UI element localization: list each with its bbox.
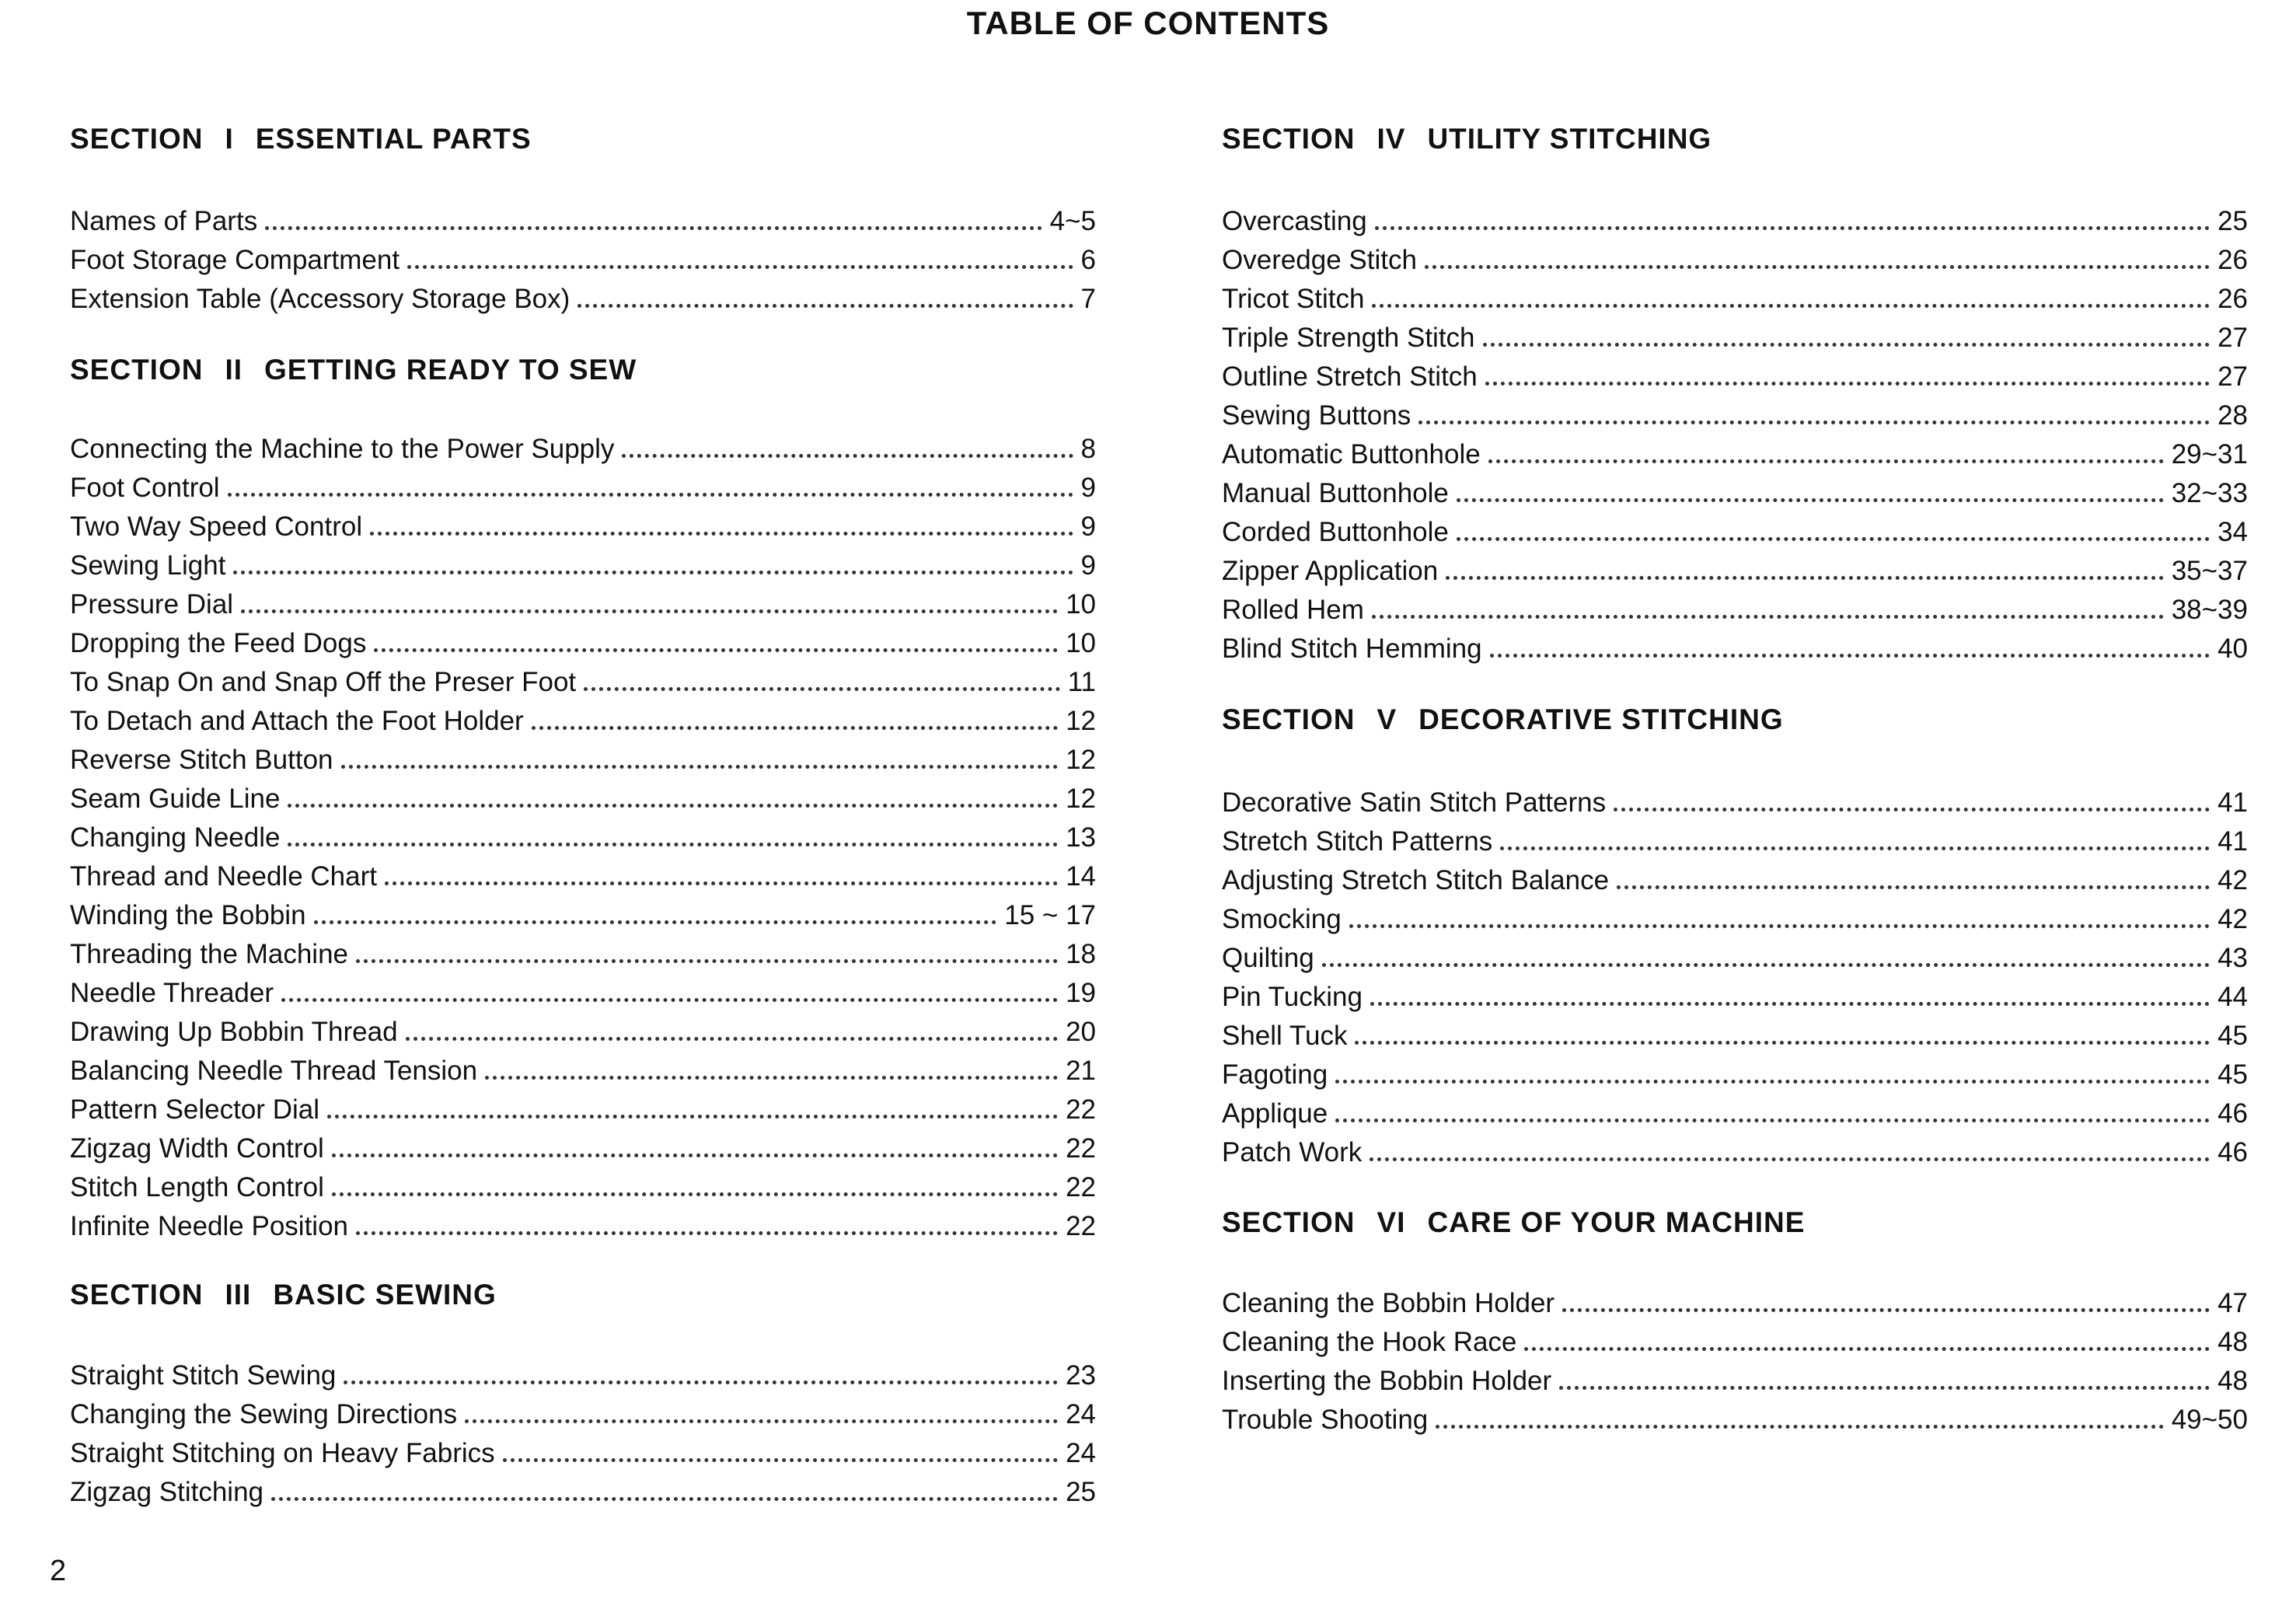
entry-label: Smocking [1222,904,1342,934]
section-word: SECTION [70,123,204,155]
toc-entry [70,892,1096,931]
dot-leader [385,881,1058,885]
toc-entry [1222,354,2248,393]
entry-page: 45 [2217,1021,2248,1051]
entry-label: Inserting the Bobbin Holder [1222,1366,1552,1396]
entry-label: Stretch Stitch Patterns [1222,826,1493,857]
entry-page: 29~31 [2171,439,2248,469]
entry-label: Seam Guide Line [70,784,281,814]
entry-label: Automatic Buttonhole [1222,439,1481,469]
dot-leader [356,959,1058,963]
entry-page: 40 [2217,633,2248,664]
section-numeral: VI [1377,1206,1406,1238]
entry-page: 27 [2217,361,2248,392]
toc-entry [70,815,1096,853]
toc-entry [70,620,1096,659]
entry-label: Extension Table (Accessory Storage Box) [70,284,571,314]
section-word: SECTION [70,354,204,386]
entry-label: Balancing Needle Thread Tension [70,1056,478,1086]
entry-page: 48 [2217,1366,2248,1396]
entry-page: 22 [1066,1211,1096,1241]
dot-leader [1349,924,2210,928]
entry-label: Overedge Stitch [1222,245,1417,275]
section-title: DECORATIVE STITCHING [1418,703,1784,735]
entry-label: Shell Tuck [1222,1021,1348,1051]
entry-page: 6 [1080,245,1096,275]
dot-leader [407,265,1073,269]
toc-entry [70,465,1096,504]
entry-page: 49~50 [2171,1405,2248,1435]
toc-entry [1222,315,2248,354]
entry-page: 24 [1066,1399,1096,1429]
dot-leader [1372,304,2210,308]
dot-leader [1500,846,2210,850]
entry-label: Two Way Speed Control [70,511,363,542]
section-title: CARE OF YOUR MACHINE [1427,1206,1806,1238]
dot-leader [1370,1002,2210,1006]
dot-leader [1562,1308,2210,1312]
entry-page: 43 [2217,943,2248,973]
dot-leader [1335,1119,2210,1122]
section-word: SECTION [70,1279,204,1311]
entry-page: 38~39 [2171,595,2248,625]
dot-leader [1485,382,2210,386]
toc-entry [70,931,1096,970]
entry-page: 10 [1066,589,1096,620]
dot-leader [1425,265,2210,269]
entry-label: Foot Control [70,473,220,503]
entry-label: Triple Strength Stitch [1222,323,1475,353]
toc-entry [1222,896,2248,935]
entry-label: Changing the Sewing Directions [70,1399,458,1429]
toc-entry [70,1048,1096,1087]
entry-page: 22 [1066,1133,1096,1164]
entry-label: Thread and Needle Chart [70,861,377,892]
toc-entry [1222,1319,2248,1358]
dot-leader [406,1037,1059,1041]
toc-entry [70,970,1096,1009]
entry-label: Foot Storage Compartment [70,245,400,275]
toc-entry [1222,237,2248,276]
toc-entry [1222,974,2248,1013]
dot-leader [228,493,1073,497]
entry-label: Zigzag Stitching [70,1477,264,1507]
toc-entry [1222,1013,2248,1052]
entry-label: Trouble Shooting [1222,1405,1429,1435]
dot-leader [1370,1157,2210,1161]
entry-page: 12 [1066,745,1096,775]
entry-page: 22 [1066,1094,1096,1125]
toc-entry [70,276,1096,315]
entry-page: 44 [2217,982,2248,1012]
section-numeral: I [225,123,234,155]
toc-entry [70,1009,1096,1048]
entry-label: Patch Work [1222,1137,1363,1167]
entry-page: 21 [1066,1056,1096,1086]
toc-entry [70,737,1096,776]
entry-label: Corded Buttonhole [1222,517,1449,547]
dot-leader [1322,963,2210,967]
entry-page: 46 [2217,1098,2248,1129]
toc-entry [70,698,1096,737]
dot-leader [327,1115,1058,1119]
entry-label: Blind Stitch Hemming [1222,633,1482,664]
dot-leader [532,726,1058,730]
entry-page: 13 [1066,822,1096,853]
dot-leader [370,532,1073,536]
page-title: TABLE OF CONTENTS [966,5,1330,41]
toc-entry [70,426,1096,465]
section-heading [70,1279,497,1311]
dot-leader [241,609,1058,613]
section-title: BASIC SEWING [273,1279,497,1311]
entry-page: 9 [1080,550,1096,581]
section-numeral: V [1377,703,1397,735]
dot-leader [265,226,1042,230]
entry-page: 27 [2217,323,2248,353]
entry-label: Changing Needle [70,822,281,853]
entry-label: To Detach and Attach the Foot Holder [70,706,524,736]
dot-leader [1490,654,2210,658]
dot-leader [1614,808,2210,811]
toc-entry [1222,276,2248,315]
toc-entry [70,1352,1096,1391]
entry-label: Quilting [1222,943,1314,973]
entry-label: Rolled Hem [1222,595,1364,625]
dot-leader [1446,576,2163,580]
entry-page: 12 [1066,784,1096,814]
dot-leader [577,304,1073,308]
entry-label: Applique [1222,1098,1328,1129]
entry-page: 10 [1066,628,1096,658]
section-numeral: II [225,354,243,386]
entry-label: Tricot Stitch [1222,284,1365,314]
section-title: ESSENTIAL PARTS [255,123,532,155]
entry-page: 47 [2217,1288,2248,1318]
toc-entry [1222,1358,2248,1397]
entry-label: Pattern Selector Dial [70,1094,319,1125]
section-word: SECTION [1222,123,1356,155]
toc-entry [1222,1280,2248,1319]
toc-entry [70,1203,1096,1242]
toc-entry [70,1087,1096,1126]
dot-leader [288,843,1058,846]
section-word: SECTION [1222,1206,1356,1238]
entry-page: 12 [1066,706,1096,736]
entry-page: 46 [2217,1137,2248,1167]
entry-label: Drawing Up Bobbin Thread [70,1017,398,1047]
toc-entry [1222,198,2248,237]
entry-page: 42 [2217,904,2248,934]
dot-leader [1355,1041,2210,1045]
entry-page: 9 [1080,473,1096,503]
dot-leader [233,571,1073,574]
entry-label: Decorative Satin Stitch Patterns [1222,787,1607,818]
entry-page: 26 [2217,245,2248,275]
toc-entry [1222,626,2248,665]
dot-leader [1372,615,2164,619]
dot-leader [281,998,1058,1002]
dot-leader [341,765,1059,769]
toc-entry [1222,1397,2248,1436]
toc-entry [70,237,1096,276]
dot-leader [332,1154,1058,1157]
toc-entry [70,853,1096,892]
entry-page: 32~33 [2171,478,2248,508]
dot-leader [1457,498,2164,502]
entry-label: To Snap On and Snap Off the Preser Foot [70,667,577,697]
page-number: 2 [50,1555,67,1587]
dot-leader [1457,537,2210,541]
dot-leader [1375,226,2210,230]
entry-label: Straight Stitching on Heavy Fabrics [70,1438,495,1468]
entry-page: 15 ~ 17 [1004,900,1096,930]
dot-leader [465,1419,1058,1423]
entry-page: 9 [1080,511,1096,542]
entry-label: Connecting the Machine to the Power Supply [70,434,615,464]
toc-entry [1222,470,2248,509]
toc-entry [1222,935,2248,974]
toc-entry [1222,393,2248,431]
section-numeral: III [225,1279,252,1311]
entry-label: Infinite Needle Position [70,1211,348,1241]
entry-label: Pin Tucking [1222,982,1363,1012]
toc-entry [1222,587,2248,626]
entry-page: 26 [2217,284,2248,314]
entry-label: Pressure Dial [70,589,234,620]
dot-leader [271,1497,1058,1501]
entry-page: 14 [1066,861,1096,892]
toc-entry [1222,857,2248,896]
entry-page: 41 [2217,787,2248,818]
entry-label: Manual Buttonhole [1222,478,1449,508]
entry-page: 34 [2217,517,2248,547]
entry-page: 25 [1066,1477,1096,1507]
entry-label: Threading the Machine [70,939,348,969]
entry-label: Names of Parts [70,206,258,236]
entry-label: Overcasting [1222,206,1367,236]
dot-leader [1559,1386,2210,1390]
entry-page: 24 [1066,1438,1096,1468]
entry-page: 22 [1066,1172,1096,1202]
dot-leader [503,1458,1058,1462]
toc-entry [1222,431,2248,470]
entry-label: Winding the Bobbin [70,900,306,930]
entry-page: 8 [1080,434,1096,464]
toc-entry [1222,1129,2248,1168]
entry-label: Adjusting Stretch Stitch Balance [1222,865,1610,895]
toc-entry [70,776,1096,815]
entry-label: Outline Stretch Stitch [1222,361,1478,392]
dot-leader [1436,1425,2163,1429]
dot-leader [374,648,1058,652]
entry-page: 35~37 [2171,556,2248,586]
toc-entry [1222,818,2248,857]
toc-entry [70,543,1096,581]
dot-leader [1483,343,2211,347]
dot-leader [332,1192,1058,1196]
entry-page: 19 [1066,978,1096,1008]
dot-leader [344,1380,1058,1384]
toc-entry [70,581,1096,620]
entry-page: 42 [2217,865,2248,895]
dot-leader [1488,459,2164,463]
toc-entry [1222,1091,2248,1129]
entry-label: Cleaning the Hook Race [1222,1327,1517,1357]
dot-leader [1335,1080,2210,1084]
entry-label: Sewing Buttons [1222,400,1411,431]
entry-page: 28 [2217,400,2248,431]
toc-entry [1222,780,2248,818]
entry-label: Sewing Light [70,550,226,581]
section-heading [1222,1206,1805,1239]
section-heading [70,123,532,155]
toc-entry [70,198,1096,237]
dot-leader [584,687,1060,691]
section-title: UTILITY STITCHING [1427,123,1712,155]
section-word: SECTION [1222,703,1356,735]
toc-entry [70,1391,1096,1430]
entry-page: 7 [1080,284,1096,314]
entry-page: 20 [1066,1017,1096,1047]
entry-label: Straight Stitch Sewing [70,1360,337,1391]
section-heading [1222,703,1784,736]
entry-page: 45 [2217,1059,2248,1090]
dot-leader [1617,885,2210,889]
entry-page: 25 [2217,206,2248,236]
entry-label: Stitch Length Control [70,1172,324,1202]
section-heading [1222,123,1712,155]
entry-page: 41 [2217,826,2248,857]
entry-label: Zipper Application [1222,556,1439,586]
dot-leader [622,454,1073,458]
dot-leader [1524,1347,2210,1351]
entry-page: 18 [1066,939,1096,969]
toc-entry [70,659,1096,698]
entry-label: Needle Threader [70,978,274,1008]
section-heading [70,354,637,386]
toc-entry [70,1164,1096,1203]
dot-leader [356,1231,1058,1235]
toc-entry [1222,1052,2248,1091]
entry-label: Dropping the Feed Dogs [70,628,367,658]
entry-page: 4~5 [1049,206,1096,236]
dot-leader [314,920,997,924]
dot-leader [485,1076,1058,1080]
toc-entry [1222,548,2248,587]
section-numeral: IV [1377,123,1406,155]
toc-entry [70,504,1096,543]
entry-page: 23 [1066,1360,1096,1391]
entry-label: Reverse Stitch Button [70,745,333,775]
toc-entry [1222,509,2248,548]
section-title: GETTING READY TO SEW [264,354,637,386]
entry-label: Cleaning the Bobbin Holder [1222,1288,1555,1318]
toc-entry [70,1469,1096,1508]
toc-entry [70,1430,1096,1469]
entry-page: 48 [2217,1327,2248,1357]
entry-page: 11 [1067,667,1096,697]
toc-entry [70,1126,1096,1164]
dot-leader [288,804,1058,808]
entry-label: Fagoting [1222,1059,1328,1090]
entry-label: Zigzag Width Control [70,1133,324,1164]
dot-leader [1418,421,2210,424]
